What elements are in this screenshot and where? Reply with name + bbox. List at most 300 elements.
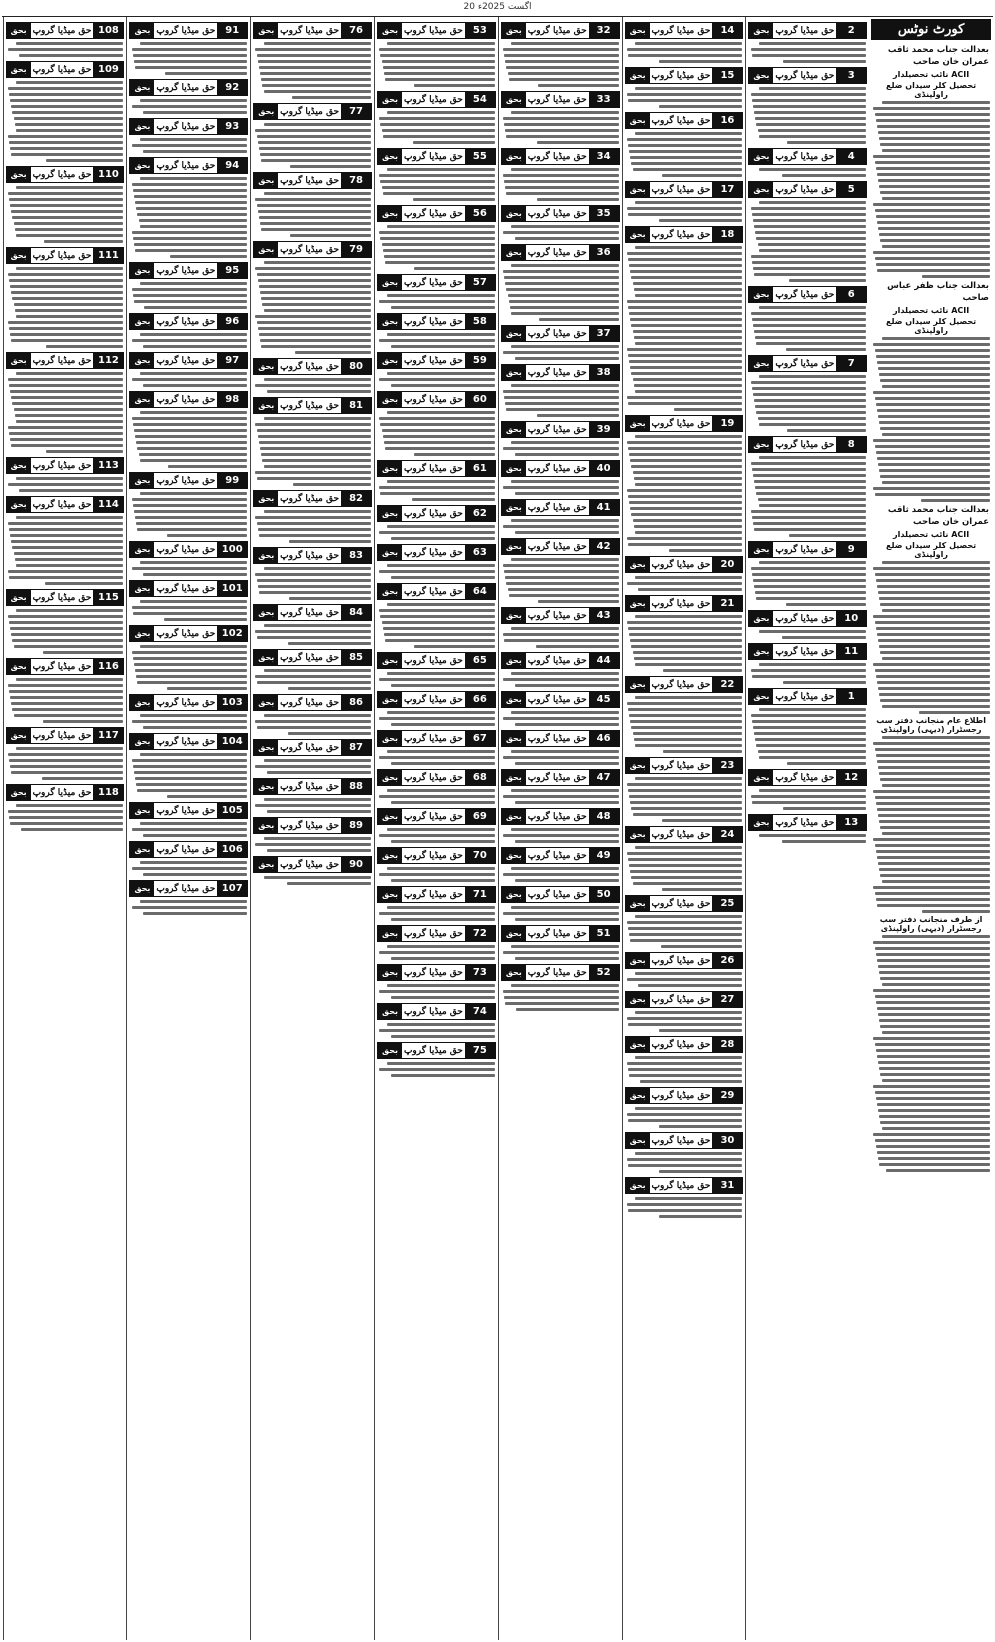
notice-body <box>625 695 744 754</box>
text-line <box>875 796 990 799</box>
text-line <box>387 525 494 528</box>
notice-body <box>377 983 496 1000</box>
text-line <box>264 378 371 381</box>
notice-title: حق میڈیا گروپ <box>527 328 587 339</box>
text-line <box>503 633 619 636</box>
text-line <box>880 874 990 877</box>
text-line <box>15 228 124 231</box>
notice-tag: بحق <box>7 167 31 182</box>
notice-number: 118 <box>93 785 123 800</box>
notice-number: 55 <box>465 149 495 164</box>
text-line <box>136 675 247 678</box>
notice-title: حق میڈیا گروپ <box>280 400 340 411</box>
text-line <box>882 245 990 248</box>
text-line <box>8 48 124 51</box>
text-line <box>627 1113 743 1116</box>
text-line <box>414 453 495 456</box>
text-line <box>878 687 990 690</box>
text-line <box>139 219 248 222</box>
text-line <box>135 249 247 252</box>
text-line <box>878 862 990 865</box>
court-judge-1: بعدالت جناب محمد ثاقب عمران خان صاحب <box>887 45 989 67</box>
notice-number: 109 <box>93 62 123 77</box>
text-line <box>876 1049 990 1052</box>
text-line <box>134 771 247 774</box>
text-line <box>627 783 743 786</box>
notice-tag: بحق <box>254 173 278 188</box>
notice-header <box>501 244 620 261</box>
notice-header <box>748 22 867 39</box>
text-line <box>627 1062 743 1065</box>
text-line <box>264 567 371 570</box>
text-line <box>16 129 123 132</box>
notice-header <box>501 808 620 825</box>
text-line <box>753 267 866 270</box>
notice-body <box>748 560 867 607</box>
notice-tag: بحق <box>502 365 526 380</box>
text-line <box>387 411 494 414</box>
text-line <box>11 540 123 543</box>
notice-number: 26 <box>712 953 742 968</box>
office-notice-2: از طرف منجانب دفتر سب رجسٹرار (دیہی) راولپنڈی <box>879 915 983 933</box>
text-line <box>12 216 123 219</box>
notice-title: حق میڈیا گروپ <box>32 592 92 603</box>
text-line <box>877 959 990 962</box>
text-line <box>640 1080 743 1083</box>
notice-body <box>129 644 248 691</box>
text-line <box>391 801 495 804</box>
text-line <box>511 384 618 387</box>
text-line <box>627 441 743 444</box>
text-line <box>262 303 371 306</box>
text-line <box>755 336 866 339</box>
notice-number: 48 <box>589 809 619 824</box>
text-line <box>877 808 990 811</box>
text-line <box>759 561 866 564</box>
notice-number: 64 <box>465 584 495 599</box>
text-line <box>379 417 495 420</box>
notice-header <box>501 886 620 903</box>
text-line <box>635 342 742 345</box>
notice-header <box>6 61 125 78</box>
notice-tag: بحق <box>626 1133 650 1148</box>
notice-header <box>377 313 496 330</box>
text-line <box>629 864 742 867</box>
notice-title: حق میڈیا گروپ <box>156 736 216 747</box>
text-line <box>134 60 247 63</box>
text-line <box>140 900 247 903</box>
notice-body <box>625 575 744 592</box>
notice-body <box>377 224 496 271</box>
notice-tag: بحق <box>749 437 773 452</box>
text-line <box>879 597 990 600</box>
notice-title: حق میڈیا گروپ <box>651 418 711 429</box>
text-line <box>12 708 123 711</box>
text-line <box>379 531 495 534</box>
text-line <box>380 180 494 183</box>
notice-header <box>253 22 372 39</box>
text-line <box>387 945 494 948</box>
notice-title: حق میڈیا گروپ <box>527 541 587 552</box>
notice-header <box>377 460 496 477</box>
notice-body <box>253 191 372 238</box>
text-line <box>11 153 123 156</box>
notice-title: حق میڈیا گروپ <box>32 787 92 798</box>
text-line <box>756 744 866 747</box>
text-line <box>627 1017 743 1020</box>
text-line <box>506 135 618 138</box>
notice-number: 40 <box>589 461 619 476</box>
notice-header <box>253 241 372 258</box>
text-line <box>380 123 494 126</box>
text-line <box>170 255 247 258</box>
text-line <box>880 191 990 194</box>
text-line <box>877 221 990 224</box>
text-line <box>260 222 371 225</box>
text-line <box>257 273 371 276</box>
text-line <box>10 822 123 825</box>
text-line <box>380 492 494 495</box>
notice-title: حق میڈیا گروپ <box>527 247 587 258</box>
notice-number: 71 <box>465 887 495 902</box>
text-line <box>628 1209 742 1212</box>
notice-body <box>501 626 620 649</box>
notice-title: حق میڈیا گروپ <box>527 967 587 978</box>
notice-header <box>501 148 620 165</box>
text-line <box>383 249 495 252</box>
notice-tag: بحق <box>378 809 402 824</box>
notice-body <box>129 752 248 799</box>
notice-tag: بحق <box>378 206 402 221</box>
text-line <box>46 450 123 453</box>
text-line <box>8 810 124 813</box>
notice-body <box>625 86 744 109</box>
text-line <box>16 186 123 189</box>
text-line <box>11 771 123 774</box>
notice-body <box>501 518 620 535</box>
text-line <box>387 333 494 336</box>
notice-header <box>748 814 867 831</box>
text-line <box>380 423 494 426</box>
text-line <box>882 609 990 612</box>
text-line <box>511 312 618 315</box>
text-line <box>262 84 371 87</box>
notice-title: حق میڈیا گروپ <box>775 772 835 783</box>
text-line <box>873 615 990 618</box>
text-line <box>538 84 619 87</box>
notice-title: حق میڈیا گروپ <box>280 742 340 753</box>
notice-number: 25 <box>712 896 742 911</box>
text-line <box>754 330 866 333</box>
text-line <box>8 135 124 138</box>
notice-number: 14 <box>712 23 742 38</box>
text-line <box>759 375 866 378</box>
notice-number: 81 <box>341 398 371 413</box>
text-line <box>873 155 990 158</box>
notice-header <box>501 538 620 555</box>
text-line <box>134 300 247 303</box>
notice-title: حق میڈیا گروپ <box>527 772 587 783</box>
text-line <box>379 834 495 837</box>
text-line <box>132 48 248 51</box>
notice-tag: بحق <box>626 1178 650 1193</box>
notice-tag: بحق <box>502 731 526 746</box>
text-line <box>876 754 990 757</box>
notice-header <box>501 325 620 342</box>
notice-title: حق میڈیا گروپ <box>527 502 587 513</box>
text-line <box>132 498 248 501</box>
notice-tag: بحق <box>254 695 278 710</box>
notice-header <box>253 694 372 711</box>
text-line <box>8 273 124 276</box>
text-line <box>10 696 123 699</box>
notice-header <box>501 691 620 708</box>
notice-title: حق میڈیا گروپ <box>651 70 711 81</box>
text-line <box>627 1203 743 1206</box>
text-line <box>11 291 123 294</box>
text-line <box>511 867 618 870</box>
text-line <box>260 447 371 450</box>
notice-tag: بحق <box>626 827 650 842</box>
text-line <box>255 804 371 807</box>
notice-body <box>253 623 372 646</box>
notice-title: حق میڈیا گروپ <box>651 559 711 570</box>
text-line <box>387 372 494 375</box>
text-line <box>379 300 495 303</box>
notice-header <box>253 358 372 375</box>
text-line <box>379 117 495 120</box>
notice-header <box>377 205 496 222</box>
text-line <box>262 459 371 462</box>
text-line <box>633 471 743 474</box>
text-line <box>661 945 743 948</box>
notice-title: حق میڈیا گروپ <box>156 883 216 894</box>
text-line <box>259 216 371 219</box>
text-line <box>511 42 618 45</box>
text-line <box>391 345 495 348</box>
text-line <box>634 657 743 660</box>
text-line <box>629 1074 742 1077</box>
text-line <box>628 447 742 450</box>
text-line <box>789 279 866 282</box>
text-line <box>759 504 866 507</box>
text-line <box>259 441 371 444</box>
text-line <box>662 819 743 822</box>
text-line <box>132 720 248 723</box>
text-line <box>16 42 123 45</box>
notice-body <box>253 566 372 601</box>
text-line <box>635 132 742 135</box>
notice-header <box>129 694 248 711</box>
text-line <box>380 237 494 240</box>
notice-header <box>129 733 248 750</box>
notice-number: 116 <box>93 659 123 674</box>
notice-tag: بحق <box>130 23 154 38</box>
text-line <box>8 522 124 525</box>
notice-tag: بحق <box>254 359 278 374</box>
text-line <box>627 921 743 924</box>
text-line <box>167 687 248 690</box>
text-line <box>876 215 990 218</box>
text-line <box>882 880 990 883</box>
text-line <box>387 906 494 909</box>
text-line <box>536 645 619 648</box>
text-line <box>882 433 990 436</box>
notice-body <box>253 875 372 886</box>
notice-title: حق میڈیا گروپ <box>32 355 92 366</box>
text-line <box>391 996 495 999</box>
text-line <box>875 947 990 950</box>
text-line <box>503 756 619 759</box>
text-line <box>511 906 618 909</box>
notice-tag: بحق <box>130 314 154 329</box>
notice-number: 27 <box>712 992 742 1007</box>
text-line <box>627 702 743 705</box>
text-line <box>379 717 495 720</box>
text-line <box>293 483 371 486</box>
text-line <box>630 270 742 273</box>
text-line <box>875 892 990 895</box>
notice-title: حق میڈیا گروپ <box>775 817 835 828</box>
notice-number: 99 <box>217 473 247 488</box>
notice-header <box>377 652 496 669</box>
notice-tag: بحق <box>7 497 31 512</box>
text-line <box>753 726 866 729</box>
notice-body <box>501 866 620 883</box>
text-line <box>505 402 618 405</box>
notice-tag: بحق <box>378 23 402 38</box>
notice-title: حق میڈیا گروپ <box>775 151 835 162</box>
notice-tag: بحق <box>502 848 526 863</box>
notice-number: 61 <box>465 461 495 476</box>
text-line <box>503 351 619 354</box>
text-line <box>503 447 619 450</box>
text-line <box>391 840 495 843</box>
text-line <box>882 1079 990 1082</box>
notice-number: 21 <box>712 596 742 611</box>
text-line <box>509 594 619 597</box>
text-line <box>508 588 619 591</box>
text-line <box>633 168 743 171</box>
notice-header <box>501 22 620 39</box>
text-line <box>879 137 990 140</box>
notice-number: 47 <box>589 770 619 785</box>
text-line <box>878 1061 990 1064</box>
text-line <box>629 264 742 267</box>
text-line <box>135 669 247 672</box>
text-line <box>260 153 371 156</box>
notice-title: حق میڈیا گروپ <box>527 655 587 666</box>
notice-title: حق میڈیا گروپ <box>775 691 835 702</box>
text-line <box>630 939 742 942</box>
text-line <box>503 951 619 954</box>
notice-header <box>253 856 372 873</box>
notice-header <box>501 364 620 381</box>
text-line <box>753 474 866 477</box>
text-line <box>267 810 371 813</box>
text-line <box>11 633 123 636</box>
text-line <box>629 633 742 636</box>
text-line <box>379 678 495 681</box>
notice-body <box>501 224 620 241</box>
notice-body <box>253 41 372 100</box>
notice-header <box>377 148 496 165</box>
notice-number: 97 <box>217 353 247 368</box>
notice-header <box>253 397 372 414</box>
text-line <box>288 687 371 690</box>
notice-body <box>625 971 744 988</box>
text-line <box>515 957 619 960</box>
notice-body <box>253 260 372 355</box>
notice-header <box>501 91 620 108</box>
text-line <box>875 445 990 448</box>
text-line <box>875 493 990 496</box>
notice-title: حق میڈیا گروپ <box>775 289 835 300</box>
text-line <box>659 1215 742 1218</box>
text-line <box>628 927 742 930</box>
text-line <box>515 237 619 240</box>
notice-header <box>253 649 372 666</box>
notice-body <box>377 293 496 310</box>
text-line <box>752 801 866 804</box>
court-name-3: ACII نائب تحصیلدار <box>892 530 970 539</box>
text-line <box>754 111 866 114</box>
notice-number: 107 <box>217 881 247 896</box>
text-line <box>387 984 494 987</box>
text-line <box>875 1139 990 1142</box>
text-line <box>384 633 495 636</box>
notice-body <box>625 845 744 892</box>
text-line <box>132 378 248 381</box>
text-line <box>875 573 990 576</box>
text-line <box>167 534 248 537</box>
notice-title: حق میڈیا گروپ <box>651 955 711 966</box>
notice-body <box>377 524 496 541</box>
notice-tag: بحق <box>626 1037 650 1052</box>
text-line <box>752 261 866 264</box>
text-line <box>16 267 123 270</box>
notice-title: حق میڈیا گروپ <box>775 25 835 36</box>
text-line <box>755 231 866 234</box>
text-line <box>387 711 494 714</box>
text-line <box>751 48 867 51</box>
text-line <box>755 117 866 120</box>
text-line <box>264 624 371 627</box>
notice-tag: بحق <box>378 353 402 368</box>
notice-title: حق میڈیا گروپ <box>32 730 92 741</box>
text-line <box>258 279 371 282</box>
notice-body <box>377 332 496 349</box>
text-line <box>255 573 371 576</box>
notice-number: 73 <box>465 965 495 980</box>
notice-tag: بحق <box>378 275 402 290</box>
notice-tag: بحق <box>502 926 526 941</box>
court-notice-body-1 <box>871 100 991 279</box>
text-line <box>663 750 742 753</box>
text-line <box>15 309 124 312</box>
notice-tag: بحق <box>626 677 650 692</box>
text-line <box>756 597 866 600</box>
text-line <box>9 621 123 624</box>
notice-title: حق میڈیا گروپ <box>527 928 587 939</box>
text-line <box>16 372 123 375</box>
text-line <box>516 1008 619 1011</box>
text-line <box>628 99 742 102</box>
text-line <box>882 385 990 388</box>
text-line <box>143 150 247 153</box>
text-line <box>260 291 371 294</box>
text-line <box>880 778 990 781</box>
